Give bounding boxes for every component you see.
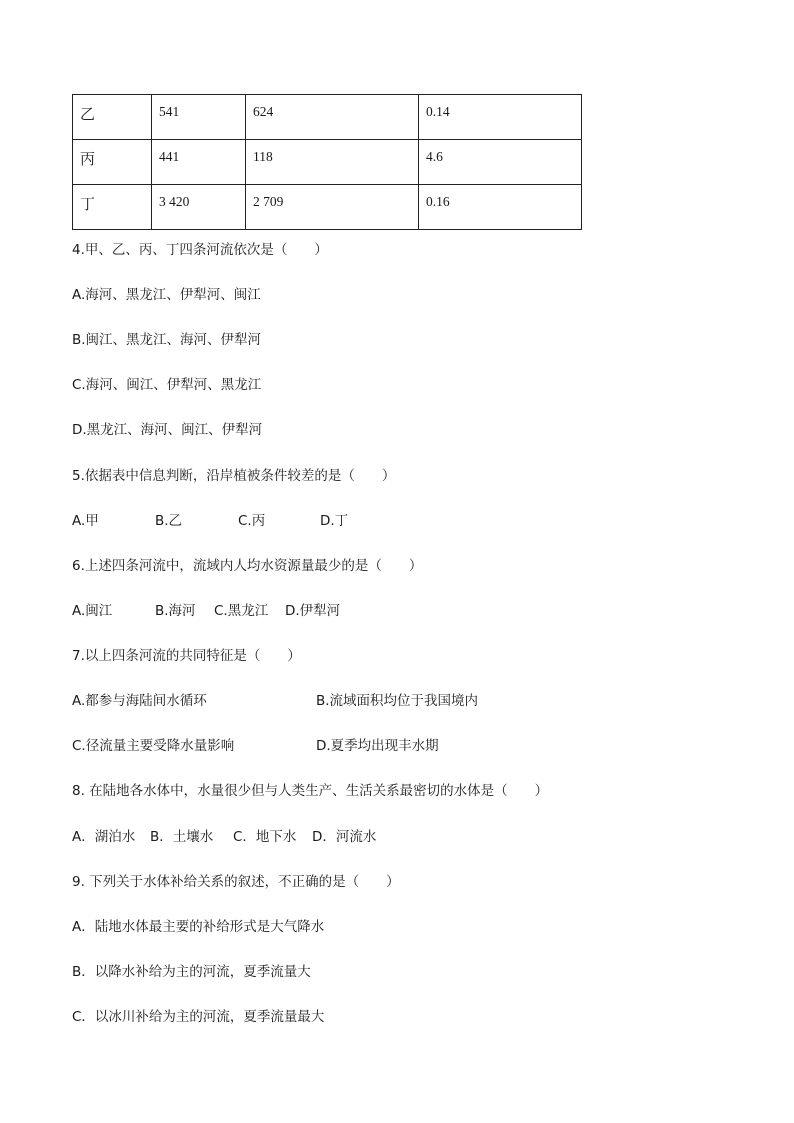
question-6-option-c[interactable]: C.黑龙江: [214, 603, 269, 619]
question-7-option-d[interactable]: D.夏季均出现丰水期: [316, 738, 439, 754]
table-row: [73, 95, 582, 140]
question-7-options-row2: [72, 736, 439, 756]
table-cell: 541: [152, 95, 246, 140]
question-6-option-d[interactable]: D.伊犁河: [285, 603, 341, 619]
river-data-table: [72, 94, 582, 230]
table-cell: 3 420: [152, 185, 246, 230]
question-6-options: [72, 601, 340, 621]
question-4-option-b[interactable]: B.闽江、黑龙江、海河、伊犁河: [72, 332, 262, 348]
question-9-option-c[interactable]: C．以冰川补给为主的河流，夏季流量最大: [72, 1009, 325, 1025]
table-row: [73, 140, 582, 185]
question-5-stem: 5.依据表中信息判断，沿岸植被条件较差的是（ ）: [72, 468, 396, 484]
river-name-cell: 丁: [73, 185, 152, 230]
question-5-option-a[interactable]: A.甲: [72, 513, 99, 529]
question-4-stem: 4.甲、乙、丙、丁四条河流依次是（ ）: [72, 242, 328, 258]
question-4-option-a[interactable]: A.海河、黑龙江、伊犁河、闽江: [72, 287, 261, 303]
question-8-stem: 8. 在陆地各水体中，水量很少但与人类生产、生活关系最密切的水体是（ ）: [72, 783, 549, 799]
question-9-stem: 9. 下列关于水体补给关系的叙述，不正确的是（ ）: [72, 874, 400, 890]
question-5-options: [72, 511, 348, 531]
question-7-option-c[interactable]: C.径流量主要受降水量影响: [72, 738, 235, 754]
question-9-option-a[interactable]: A．陆地水体最主要的补给形式是大气降水: [72, 919, 325, 935]
table-cell: 624: [246, 95, 419, 140]
question-4-option-d[interactable]: D.黑龙江、海河、闽江、伊犁河: [72, 422, 263, 438]
question-8-option-b[interactable]: B．土壤水: [150, 829, 214, 845]
question-9-option-b[interactable]: B．以降水补给为主的河流，夏季流量大: [72, 964, 311, 980]
question-7-stem: 7.以上四条河流的共同特征是（ ）: [72, 648, 301, 664]
table-cell: 0.14: [419, 95, 582, 140]
question-8-options: [72, 827, 376, 847]
question-7-option-a[interactable]: A.都参与海陆间水循环: [72, 693, 207, 709]
table-cell: 2 709: [246, 185, 419, 230]
table-cell: 118: [246, 140, 419, 185]
table-cell: 4.6: [419, 140, 582, 185]
question-5-option-b[interactable]: B.乙: [155, 513, 183, 529]
table-cell: 0.16: [419, 185, 582, 230]
question-8-option-d[interactable]: D．河流水: [312, 829, 377, 845]
question-5-option-c[interactable]: C.丙: [238, 513, 266, 529]
question-8-option-c[interactable]: C．地下水: [233, 829, 297, 845]
river-name-cell: 丙: [73, 140, 152, 185]
river-name-cell: 乙: [73, 95, 152, 140]
question-4-option-c[interactable]: C.海河、闽江、伊犁河、黑龙江: [72, 377, 262, 393]
question-7-option-b[interactable]: B.流域面积均位于我国境内: [316, 693, 479, 709]
question-6-option-a[interactable]: A.闽江: [72, 603, 113, 619]
question-7-options-row1: [72, 691, 478, 711]
question-6-stem: 6.上述四条河流中，流域内人均水资源量最少的是（ ）: [72, 558, 423, 574]
table-cell: 441: [152, 140, 246, 185]
question-5-option-d[interactable]: D.丁: [320, 513, 349, 529]
table-row: [73, 185, 582, 230]
question-8-option-a[interactable]: A．湖泊水: [72, 829, 136, 845]
question-6-option-b[interactable]: B.海河: [155, 603, 196, 619]
